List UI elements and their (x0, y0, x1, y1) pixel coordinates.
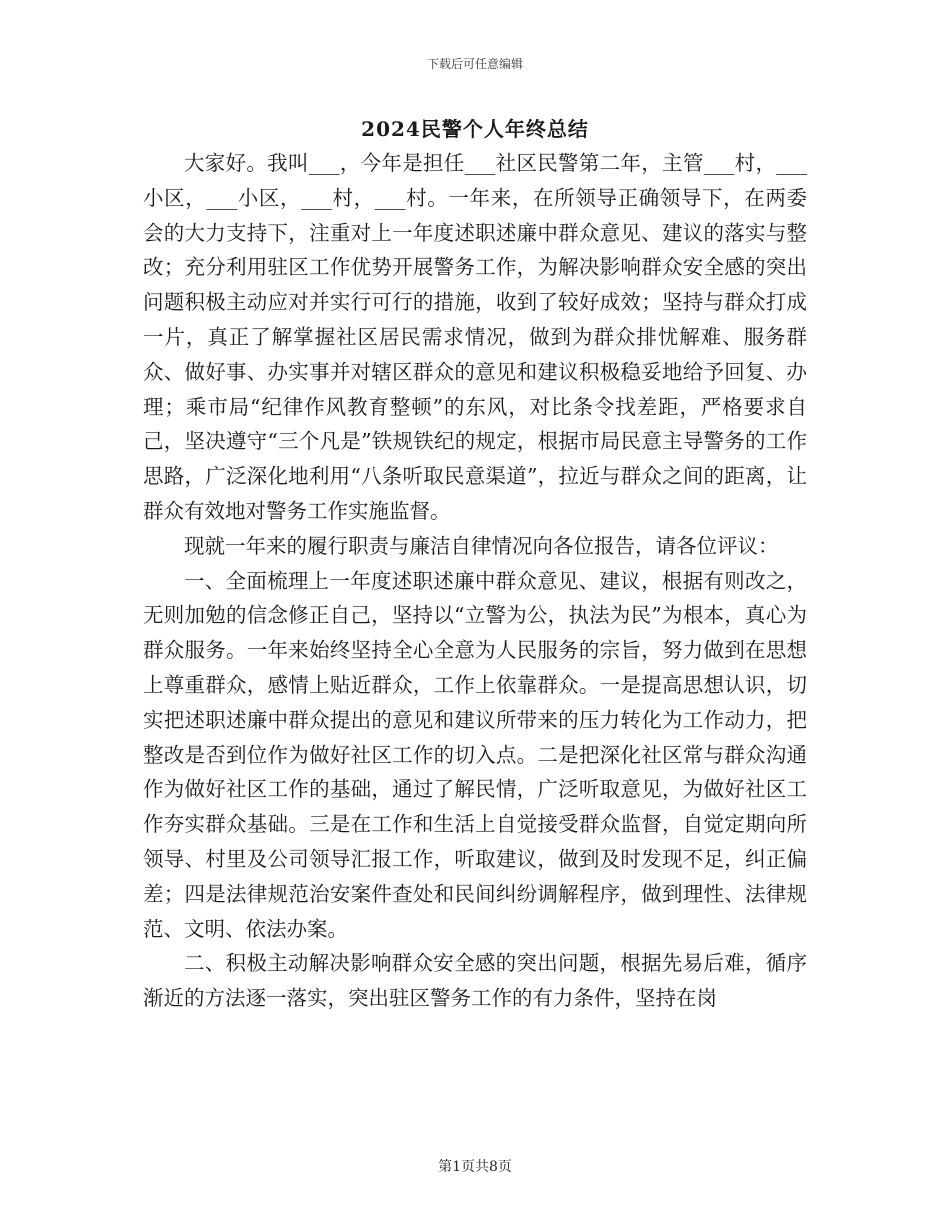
page-indicator: 第1页共8页 (438, 1159, 512, 1175)
document-title: 2024民警个人年终总结 (361, 117, 589, 141)
paragraph-section-one: 一、全面梳理上一年度述职述廉中群众意见、建议，根据有则改之，无则加勉的信念修正自己，坚持以“立警为公，执法为民”为根本，真心为群众服务。一年来始终坚持全心全意为人民服务的宗旨，努力做到在思想上尊重群众，感情上贴近群众，工作上依靠群众。一是提高思想认识，切实把述职述廉中群众提出的意见和建议所带来的压力转化为工作动力，把整改是否到位作为做好社区工作的切入点。二是把深化社区常与群众沟通作为做好社区工作的基础，通过了解民情，广泛听取意见，为做好社区工作夯实群众基础。三是在工作和生活上自觉接受群众监督，自觉定期向所领导、村里及公司领导汇报工作，听取建议，做到及时发现不足，纠正偏差；四是法律规范治安案件查处和民间纠纷调解程序，做到理性、法律规范、文明、依法办案。 (143, 568, 807, 941)
header-note: 下载后可任意编辑 (426, 57, 523, 71)
paragraph-report-lead: 现就一年来的履行职责与廉洁自律情况向各位报告，请各位评议： (184, 533, 779, 558)
document-body (143, 146, 807, 1016)
paragraph-intro: 大家好。我叫___，今年是担任___社区民警第二年，主管___村，___小区，___小区，___村，___村。一年来，在所领导正确领导下，在两委会的大力支持下，注重对上一年度述职述廉中群众意见、建议的落实与整改；充分利用驻区工作优势开展警务工作，为解决影响群众安全感的突出问题积极主动应对并实行可行的措施，收到了较好成效；坚持与群众打成一片，真正了解掌握社区居民需求情况，做到为群众排忧解难、服务群众、做好事、办实事并对辖区群众的意见和建议积极稳妥地给予回复、办理；乘市局“纪律作风教育整顿”的东风，对比条令找差距，严格要求自己，坚决遵守“三个凡是”铁规铁纪的规定，根据市局民意主导警务的工作思路，广泛深化地利用“八条听取民意渠道”，拉近与群众之间的距离，让群众有效地对警务工作实施监督。 (143, 151, 807, 523)
paragraph-section-two: 二、积极主动解决影响群众安全感的突出问题，根据先易后难，循序渐近的方法逐一落实，突出驻区警务工作的有力条件，坚持在岗 (143, 951, 807, 1011)
